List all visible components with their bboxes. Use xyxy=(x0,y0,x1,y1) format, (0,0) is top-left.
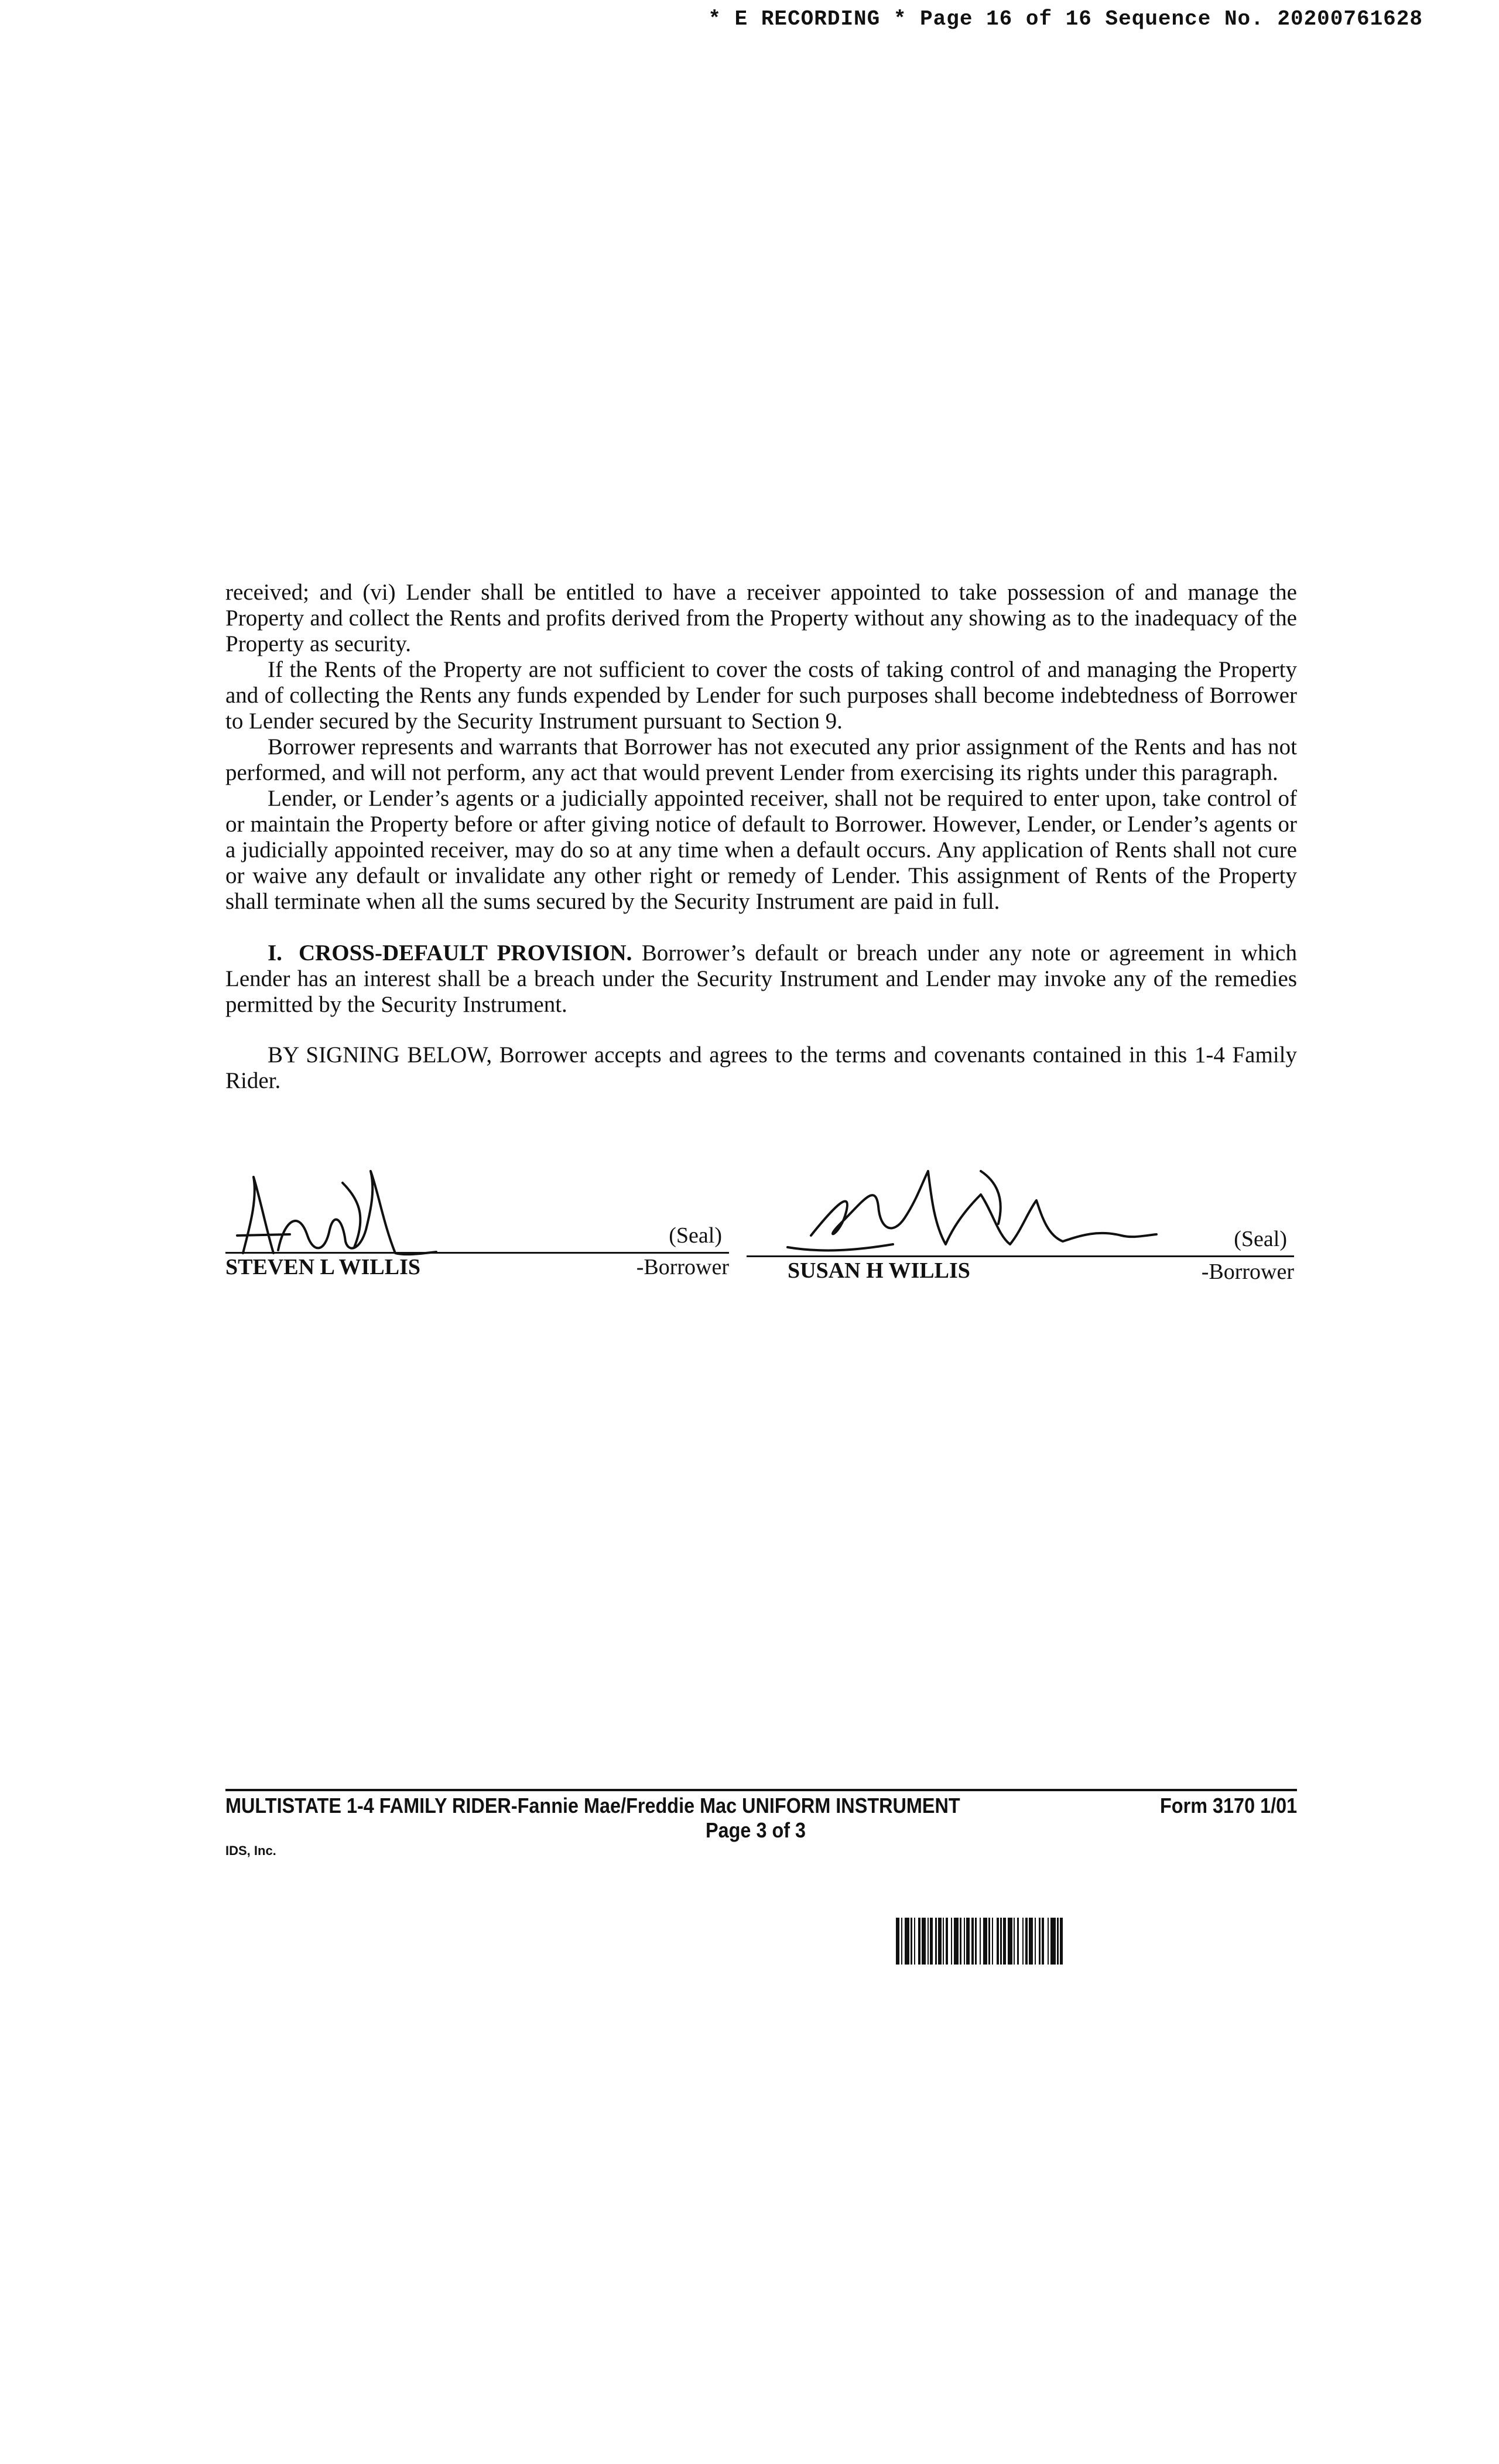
paragraph-rents-insufficient: If the Rents of the Property are not sufficient to cover the costs of taking control of and managing the Property and of collecting the Rents any funds expended by Lender for such purposes shall become indebtedness of Borrower to Lender secured by the Security Instrument pursuant to Section 9. xyxy=(225,657,1297,734)
signer-role: -Borrower xyxy=(636,1255,729,1279)
seal-label: (Seal) xyxy=(1234,1227,1287,1251)
handwritten-signature-susan xyxy=(747,1148,1168,1265)
signer-name: STEVEN L WILLIS xyxy=(225,1255,421,1279)
footer-publisher: IDS, Inc. xyxy=(225,1843,276,1858)
signature-block-steven xyxy=(225,1165,729,1294)
section-text: Borrower’s default or breach under any note or agreement in which Lender has an interest shall be a breach under the Security Instrument and Lender may invoke any of the remedies permitted by the Security Instrument. xyxy=(225,940,1297,1017)
signer-name: SUSAN H WILLIS xyxy=(788,1258,970,1283)
section-cross-default xyxy=(225,940,1297,1018)
paragraph-borrower-warranty: Borrower represents and warrants that Borrower has not executed any prior assignment of the Rents and has not performed, and will not perform, any act that would prevent Lender from exercising its rights under this paragraph. xyxy=(225,734,1297,785)
rider-body xyxy=(225,580,1297,1094)
signer-role: -Borrower xyxy=(1201,1260,1294,1284)
footer-form-number: Form 3170 1/01 xyxy=(1159,1794,1297,1818)
paragraph-lender-agents: Lender, or Lender’s agents or a judicially appointed receiver, shall not be required to enter upon, take control of or maintain the Property before or after giving notice of default to Borrower. However, Lender, or Lender’s agents or a judicially appointed receiver, may do so at any time when a default occurs. Any application of Rents shall not cure or waive any default or invalidate any other right or remedy of Lender. This assignment of Rents of the Property shall terminate when all the sums secured by the Security Instrument are paid in full. xyxy=(225,786,1297,914)
signature-block-susan xyxy=(747,1165,1294,1297)
section-title: CROSS-DEFAULT PROVISION. xyxy=(298,940,632,966)
signature-line xyxy=(747,1255,1294,1257)
document-barcode xyxy=(896,1918,1294,1965)
footer-page-number: Page 3 of 3 xyxy=(706,1818,806,1842)
signing-statement: BY SIGNING BELOW, Borrower accepts and agrees to the terms and covenants contained in this 1-4 Family Rider. xyxy=(225,1042,1297,1093)
recording-stamp: * E RECORDING * Page 16 of 16 Sequence No. 20200761628 xyxy=(708,7,1423,31)
signature-line xyxy=(225,1252,729,1254)
footer-form-title: MULTISTATE 1-4 FAMILY RIDER-Fannie Mae/Freddie Mac UNIFORM INSTRUMENT xyxy=(225,1794,960,1818)
footer-rule xyxy=(225,1789,1297,1791)
seal-label: (Seal) xyxy=(669,1223,722,1248)
section-number: I. xyxy=(268,940,282,966)
paragraph-receiver: received; and (vi) Lender shall be entitled to have a receiver appointed to take possession of and manage the Property and collect the Rents and profits derived from the Property without any showing as to the inadequacy of the Property as security. xyxy=(225,580,1297,656)
